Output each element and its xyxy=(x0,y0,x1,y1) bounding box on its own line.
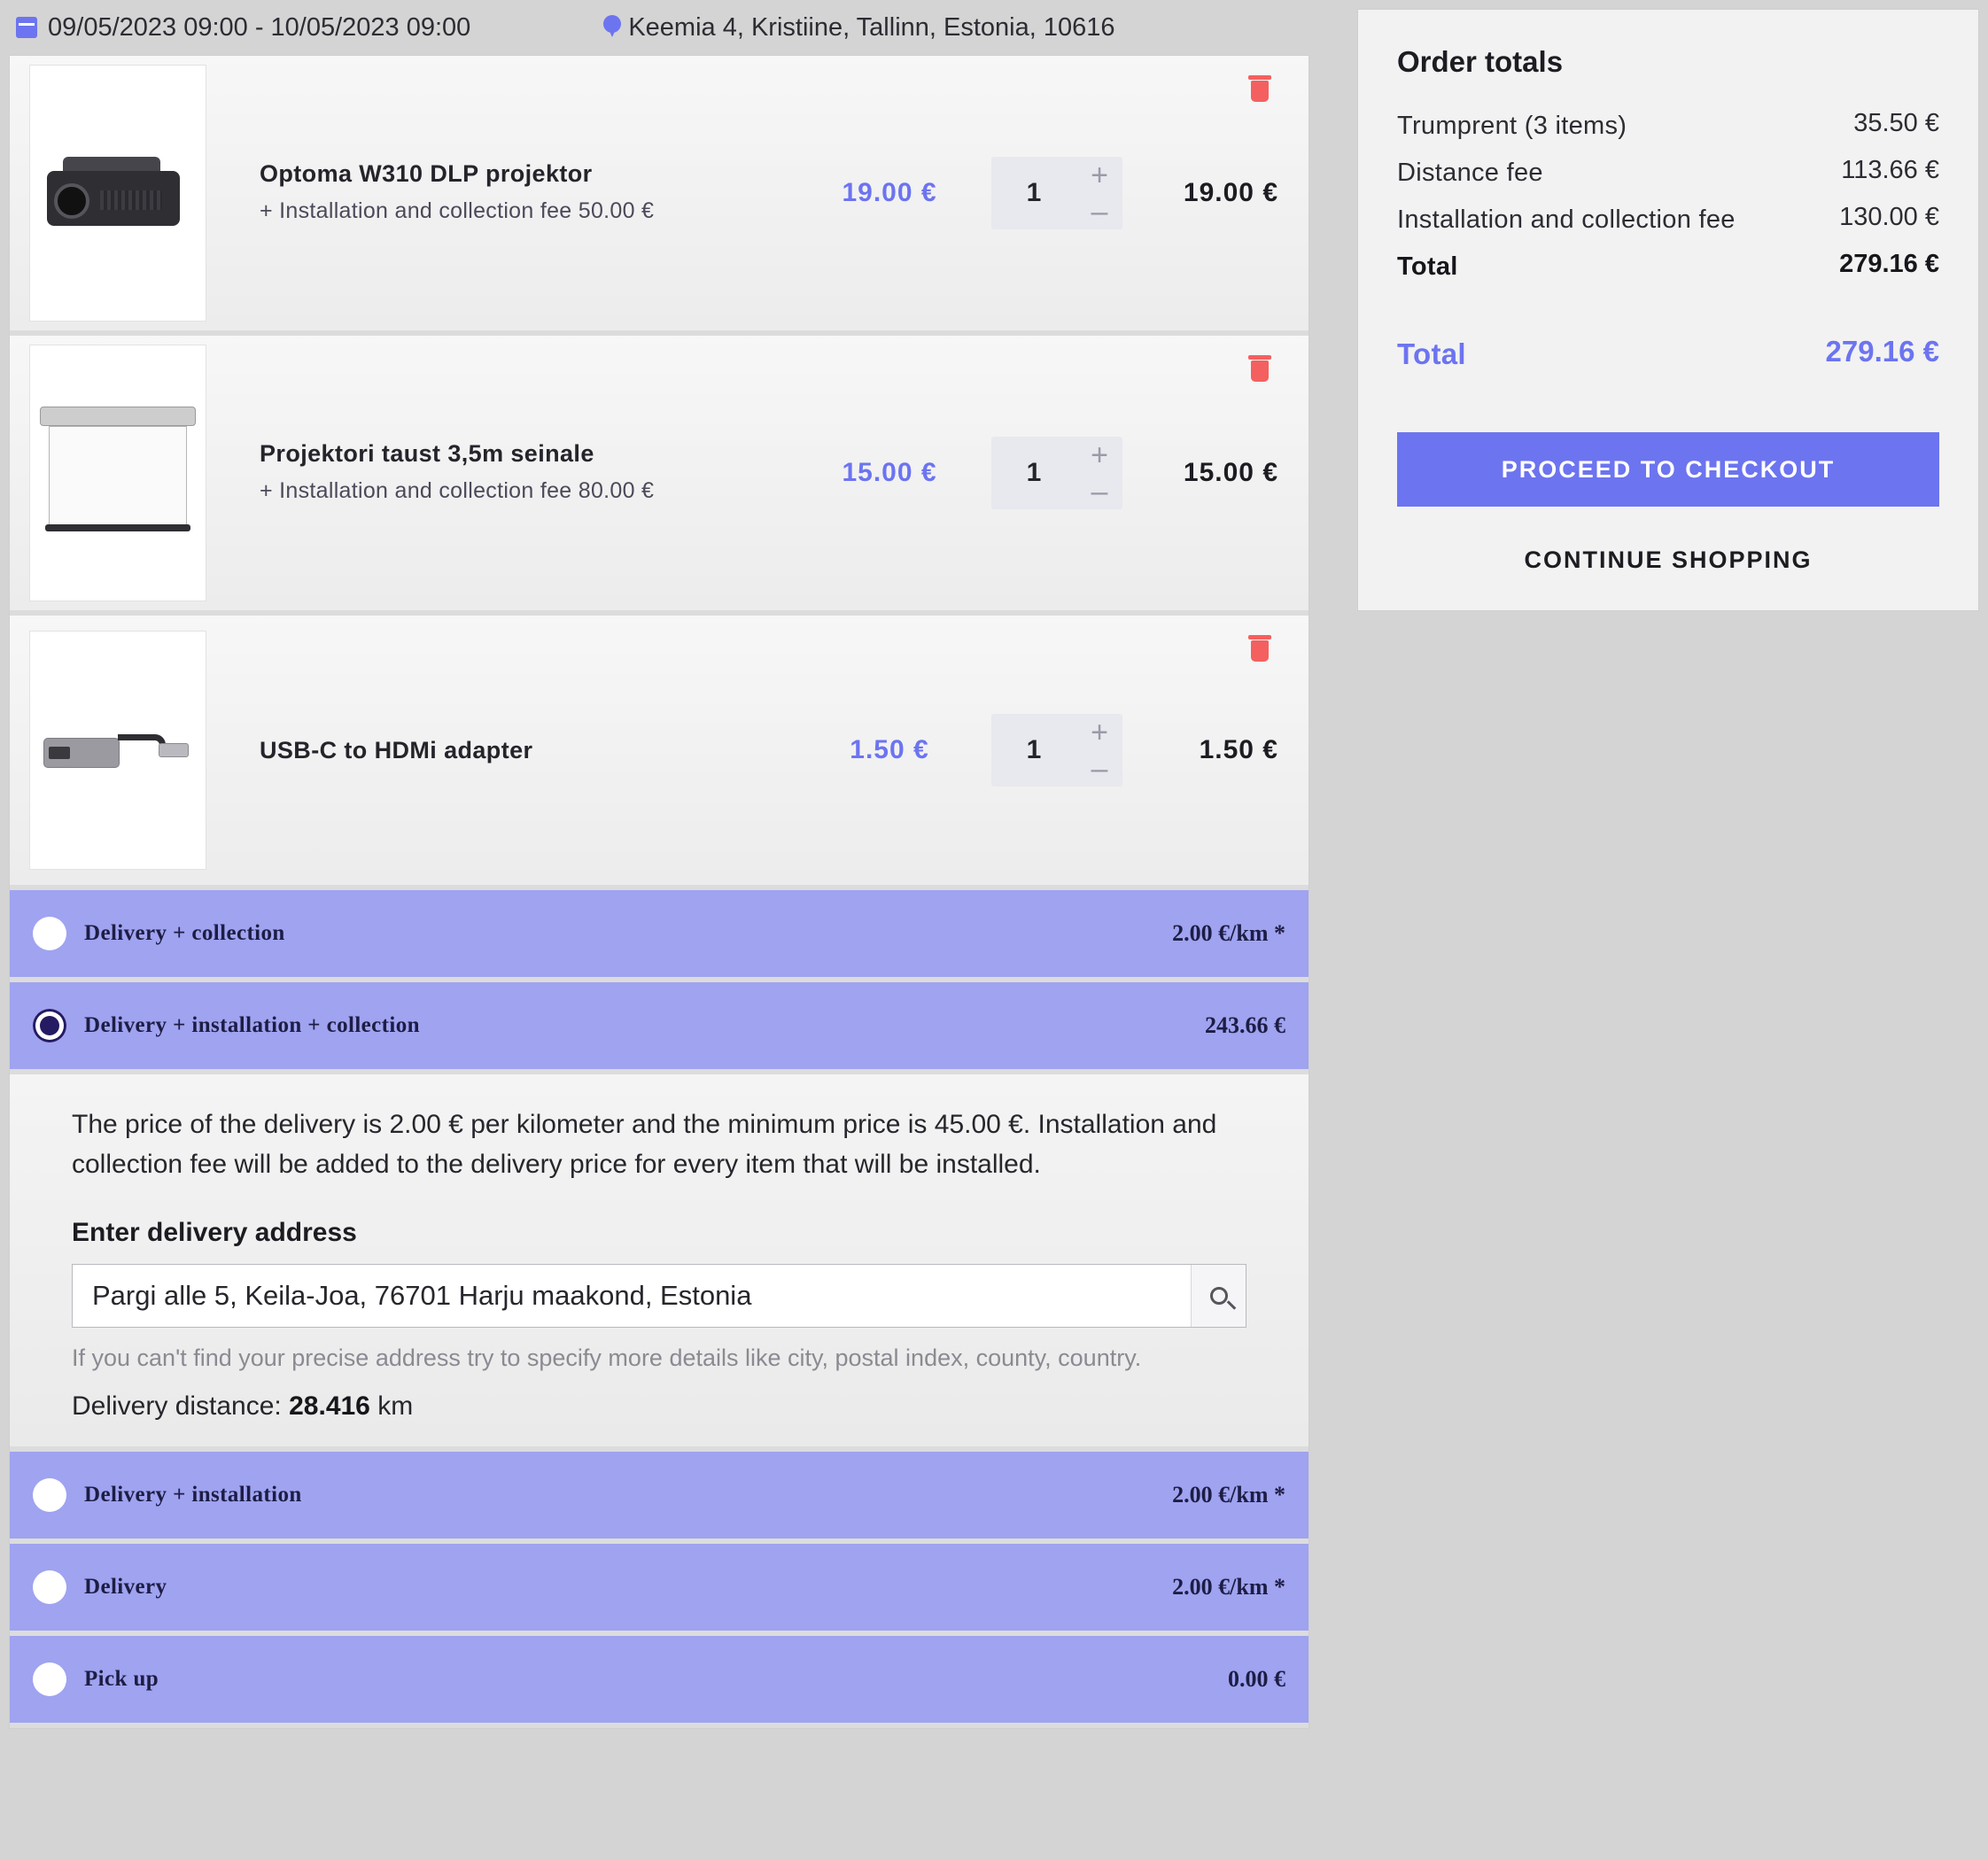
trash-icon[interactable] xyxy=(1248,635,1271,662)
delivery-distance-label: Delivery distance: xyxy=(72,1391,282,1421)
delivery-option-price: 0.00 € xyxy=(1228,1665,1285,1692)
order-total-label: Trumprent (3 items) xyxy=(1397,112,1627,140)
delivery-option-price: 2.00 €/km * xyxy=(1172,920,1285,946)
product-info xyxy=(206,160,788,227)
delivery-address-input[interactable] xyxy=(73,1265,1191,1327)
quantity-increase-button[interactable]: + xyxy=(1091,438,1108,472)
projector-image xyxy=(38,144,198,242)
quantity-decrease-button[interactable]: – xyxy=(1091,474,1108,508)
delivery-option-delivery-installation[interactable] xyxy=(10,1452,1309,1544)
quantity-value[interactable]: 1 xyxy=(1026,735,1042,764)
booking-info-bar xyxy=(0,0,1309,55)
delivery-option-delivery[interactable] xyxy=(10,1544,1309,1636)
product-line-total: 19.00 € xyxy=(1183,178,1278,207)
cart-item-row xyxy=(10,56,1309,336)
search-icon xyxy=(1210,1287,1228,1305)
grand-total-row xyxy=(1397,335,1939,375)
product-unit-price: 1.50 € xyxy=(850,735,929,764)
radio-button[interactable] xyxy=(33,917,66,950)
product-line-total: 1.50 € xyxy=(1199,735,1278,764)
delivery-detail-panel xyxy=(10,1074,1309,1452)
grand-total-value: 279.16 € xyxy=(1825,334,1939,368)
quantity-value[interactable]: 1 xyxy=(1026,178,1042,207)
order-totals-panel xyxy=(1357,9,1979,611)
delivery-option-price: 243.66 € xyxy=(1205,1012,1285,1038)
quantity-increase-button[interactable]: + xyxy=(1091,715,1108,749)
cart-panel xyxy=(9,55,1309,1729)
order-total-row xyxy=(1397,203,1939,237)
order-total-row xyxy=(1397,250,1939,284)
product-subtitle: + Installation and collection fee 50.00 € xyxy=(260,198,655,223)
delivery-option-label: Delivery + installation + collection xyxy=(84,1013,420,1037)
address-search-button[interactable] xyxy=(1191,1265,1246,1327)
proceed-to-checkout-button[interactable]: PROCEED TO CHECKOUT xyxy=(1397,432,1939,507)
pickup-address-text: Keemia 4, Kristiine, Tallinn, Estonia, 10616 xyxy=(628,12,1115,42)
quantity-decrease-button[interactable]: – xyxy=(1091,194,1108,229)
order-total-value: 113.66 € xyxy=(1841,156,1939,185)
quantity-stepper[interactable] xyxy=(991,157,1122,229)
calendar-icon xyxy=(16,17,37,38)
pickup-location xyxy=(603,13,1114,43)
quantity-stepper[interactable] xyxy=(991,714,1122,787)
radio-button[interactable] xyxy=(33,1478,66,1512)
order-total-row xyxy=(1397,109,1939,143)
delivery-option-label: Delivery + installation xyxy=(84,1482,302,1507)
grand-total-label: Total xyxy=(1397,337,1466,370)
product-subtitle: + Installation and collection fee 80.00 € xyxy=(260,477,655,503)
product-unit-price: 19.00 € xyxy=(842,178,937,207)
delivery-option-label: Delivery xyxy=(84,1574,167,1599)
usb-c-hdmi-adapter-image xyxy=(38,715,198,786)
order-total-value: 35.50 € xyxy=(1853,109,1939,137)
delivery-address-field[interactable] xyxy=(72,1264,1246,1328)
trash-icon[interactable] xyxy=(1248,75,1271,102)
product-thumbnail xyxy=(29,65,206,322)
delivery-option-delivery-installation-collection[interactable] xyxy=(10,982,1309,1074)
delivery-option-pickup[interactable] xyxy=(10,1636,1309,1728)
order-total-label: Distance fee xyxy=(1397,159,1543,188)
order-total-value: 279.16 € xyxy=(1839,250,1939,279)
address-hint-text: If you can't find your precise address try to specify more details like city, postal index, county, country. xyxy=(72,1345,1142,1371)
trash-icon[interactable] xyxy=(1248,355,1271,382)
delivery-option-label: Delivery + collection xyxy=(84,921,285,945)
delivery-option-price: 2.00 €/km * xyxy=(1172,1481,1285,1507)
quantity-value[interactable]: 1 xyxy=(1026,458,1042,487)
delivery-distance xyxy=(72,1391,1246,1422)
location-pin-icon xyxy=(603,15,621,40)
product-info xyxy=(206,440,788,507)
delivery-option-delivery-collection[interactable] xyxy=(10,890,1309,982)
order-total-label: Total xyxy=(1397,252,1458,282)
product-unit-price: 15.00 € xyxy=(842,458,937,487)
continue-shopping-button[interactable]: CONTINUE SHOPPING xyxy=(1397,546,1939,575)
delivery-distance-unit: km xyxy=(377,1391,414,1421)
delivery-option-price: 2.00 €/km * xyxy=(1172,1573,1285,1600)
order-total-value: 130.00 € xyxy=(1839,203,1939,232)
order-total-row xyxy=(1397,156,1939,190)
quantity-increase-button[interactable]: + xyxy=(1091,158,1108,192)
product-line-total: 15.00 € xyxy=(1183,458,1278,487)
delivery-address-label: Enter delivery address xyxy=(72,1218,357,1247)
projection-screen-image xyxy=(40,407,196,539)
product-title: Optoma W310 DLP projektor xyxy=(260,159,593,187)
radio-button[interactable] xyxy=(33,1662,66,1696)
quantity-stepper[interactable] xyxy=(991,437,1122,509)
booking-date-range: 09/05/2023 09:00 - 10/05/2023 09:00 xyxy=(48,12,471,42)
cart-item-row xyxy=(10,336,1309,616)
product-title: USB-C to HDMi adapter xyxy=(260,736,533,763)
product-thumbnail xyxy=(29,345,206,601)
order-totals-title: Order totals xyxy=(1397,45,1564,78)
order-total-label: Installation and collection fee xyxy=(1397,205,1736,235)
booking-dates xyxy=(16,13,470,43)
delivery-distance-value: 28.416 xyxy=(289,1391,370,1421)
delivery-price-info: The price of the delivery is 2.00 € per kilometer and the minimum price is 45.00 €. Installation and collection fee will be added to the delivery price for every item that will be installed. xyxy=(72,1110,1217,1179)
quantity-decrease-button[interactable]: – xyxy=(1091,751,1108,786)
radio-button-selected[interactable] xyxy=(33,1009,66,1042)
cart-item-row xyxy=(10,616,1309,890)
product-title: Projektori taust 3,5m seinale xyxy=(260,439,594,467)
radio-button[interactable] xyxy=(33,1570,66,1604)
product-info xyxy=(206,737,788,764)
delivery-option-label: Pick up xyxy=(84,1666,159,1691)
product-thumbnail xyxy=(29,631,206,870)
